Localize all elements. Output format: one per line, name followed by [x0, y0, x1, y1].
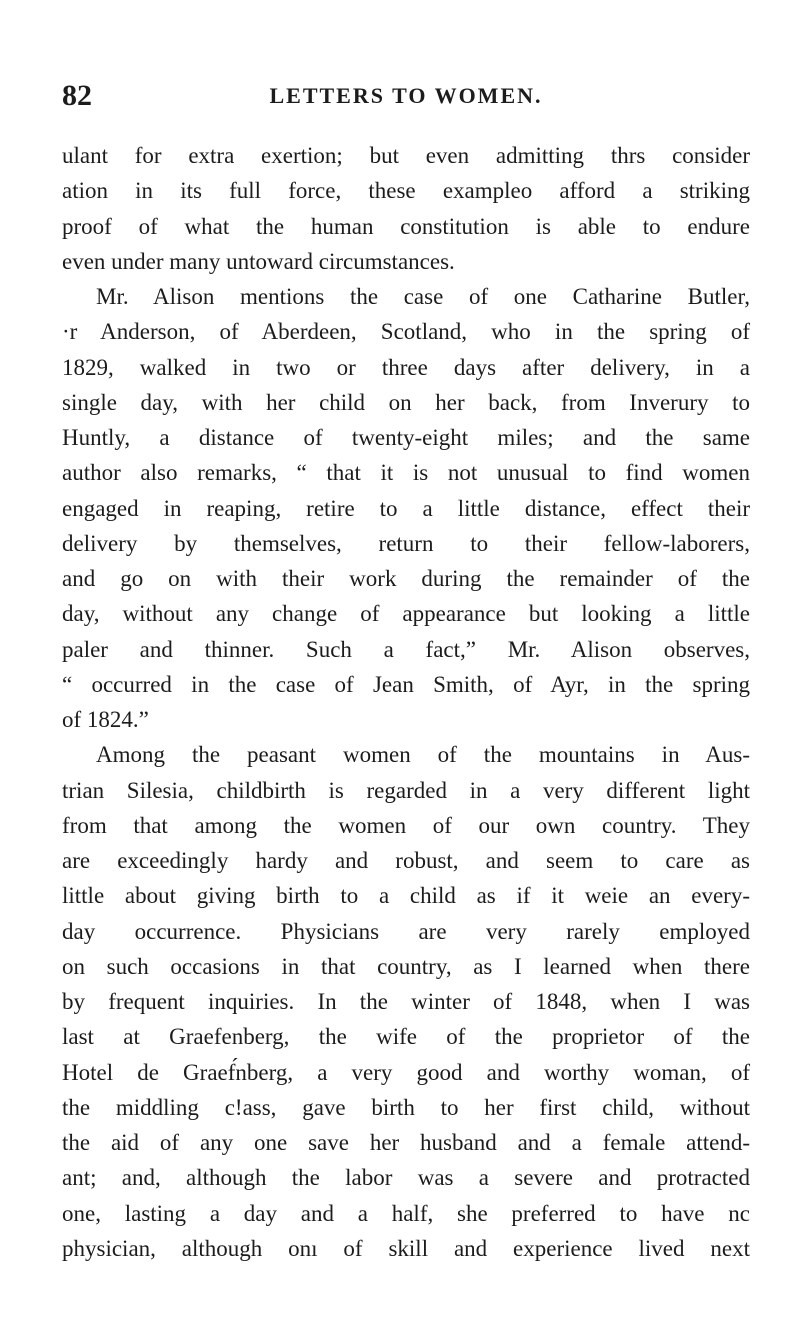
text-line: and go on with their work during the remainder of the: [62, 566, 750, 591]
text-line: ation in its full force, these exampleo afford a striking: [62, 178, 750, 204]
text-line: day occurrence. Physicians are very rarely employed: [62, 918, 750, 944]
running-head: LETTERS TO WOMEN.: [269, 83, 543, 108]
text-line: physician, although onı of skill and experience lived next: [62, 1235, 750, 1261]
text-line: trian Silesia, childbirth is regarded in a very different light: [62, 777, 750, 803]
body-text: [62, 138, 750, 1266]
text-line: even under many untoward circumstances.: [62, 248, 455, 274]
text-line: Hotel de Graef́nberg, a very good and worthy woman, of: [62, 1059, 750, 1085]
text-line: proof of what the human constitution is able to endure: [62, 213, 750, 239]
text-line: delivery by themselves, return to their fellow-laborers,: [62, 530, 750, 556]
text-line: “ occurred in the case of Jean Smith, of Ayr, in the spring: [62, 671, 750, 697]
text-line: the aid of any one save her husband and a female attend-: [62, 1130, 750, 1155]
text-line: the middling c!ass, gave birth to her first child, without: [62, 1094, 750, 1120]
text-line: paler and thinner. Such a fact,” Mr. Alison observes,: [62, 636, 750, 662]
text-line: 1829, walked in two or three days after delivery, in a: [62, 354, 750, 380]
text-line: author also remarks, “ that it is not unusual to find women: [62, 460, 750, 486]
text-line: of 1824.”: [62, 707, 149, 732]
text-line: from that among the women of our own country. They: [62, 812, 750, 838]
text-line: engaged in reaping, retire to a little distance, effect their: [62, 495, 750, 521]
text-line: are exceedingly hardy and robust, and seem to care as: [62, 848, 750, 873]
text-line: Mr. Alison mentions the case of one Catharine Butler,: [96, 284, 750, 309]
text-line: single day, with her child on her back, from Inverury to: [62, 389, 750, 415]
text-line: one, lasting a day and a half, she preferred to have nc: [62, 1200, 750, 1226]
text-line: ant; and, although the labor was a severe and protracted: [62, 1165, 750, 1191]
text-line: last at Graefenberg, the wife of the proprietor of the: [62, 1024, 750, 1050]
text-line: ·r Anderson, of Aberdeen, Scotland, who in the spring of: [62, 319, 750, 345]
text-line: on such occasions in that country, as I learned when there: [62, 953, 750, 979]
text-line: Among the peasant women of the mountains in Aus-: [96, 742, 750, 768]
text-line: by frequent inquiries. In the winter of 1848, when I was: [62, 989, 750, 1014]
page-number: 82: [62, 79, 92, 112]
text-line: day, without any change of appearance but looking a little: [62, 601, 750, 627]
text-line: little about giving birth to a child as if it weie an every-: [62, 883, 750, 909]
text-line: ulant for extra exertion; but even admitting thrs consider: [62, 143, 750, 168]
text-line: Huntly, a distance of twenty-eight miles; and the same: [62, 425, 750, 450]
page-header: [62, 76, 750, 116]
